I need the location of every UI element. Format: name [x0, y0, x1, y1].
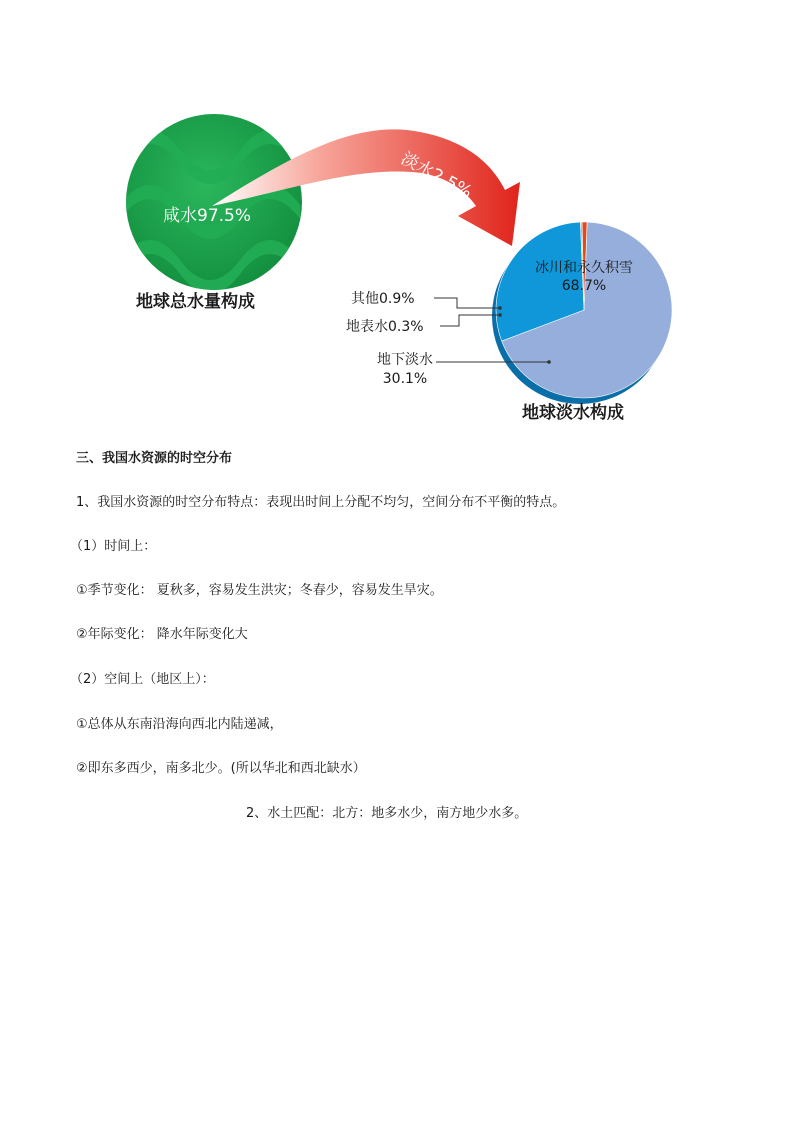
- leader-dot-other: [498, 306, 502, 310]
- paragraph-5: （2）空间上（地区上）：: [70, 672, 215, 687]
- freshwater-caption: 地球淡水构成: [522, 403, 624, 423]
- other-label: 其他0.9%: [351, 291, 415, 307]
- water-composition-figure: [0, 0, 794, 440]
- total-water-caption: 地球总水量构成: [136, 292, 255, 312]
- freshwater-arrow-label: 淡水2.5%: [397, 148, 476, 203]
- paragraph-2: （1）时间上：: [70, 539, 157, 554]
- freshwater-pie: [492, 222, 672, 404]
- ground-value: 30.1%: [382, 371, 428, 387]
- paragraph-3: ①季节变化： 夏秋多，容易发生洪灾；冬春少，容易发生旱灾。: [76, 583, 443, 598]
- ground-label: 地下淡水: [377, 352, 433, 368]
- paragraph-6: ①总体从东南沿海向西北内陆递减，: [76, 717, 283, 732]
- leader-dot-surface: [498, 313, 502, 317]
- paragraph-1: 1、我国水资源的时空分布特点：表现出时间上分配不均匀，空间分布不平衡的特点。: [76, 495, 566, 510]
- paragraph-7: ②即东多西少，南多北少。(所以华北和西北缺水）: [76, 761, 366, 776]
- glacier-value: 68.7%: [561, 278, 607, 294]
- section-title: 三、我国水资源的时空分布: [76, 451, 233, 466]
- saltwater-label: 咸水97.5%: [163, 206, 252, 226]
- paragraph-8: 2、水土匹配：北方：地多水少，南方地少水多。: [246, 806, 528, 821]
- total-water-globe: [120, 114, 302, 294]
- paragraph-4: ②年际变化： 降水年际变化大: [76, 627, 248, 642]
- glacier-label: 冰川和永久积雪: [535, 260, 633, 276]
- surface-label: 地表水0.3%: [346, 319, 424, 335]
- leader-dot-ground: [547, 360, 551, 364]
